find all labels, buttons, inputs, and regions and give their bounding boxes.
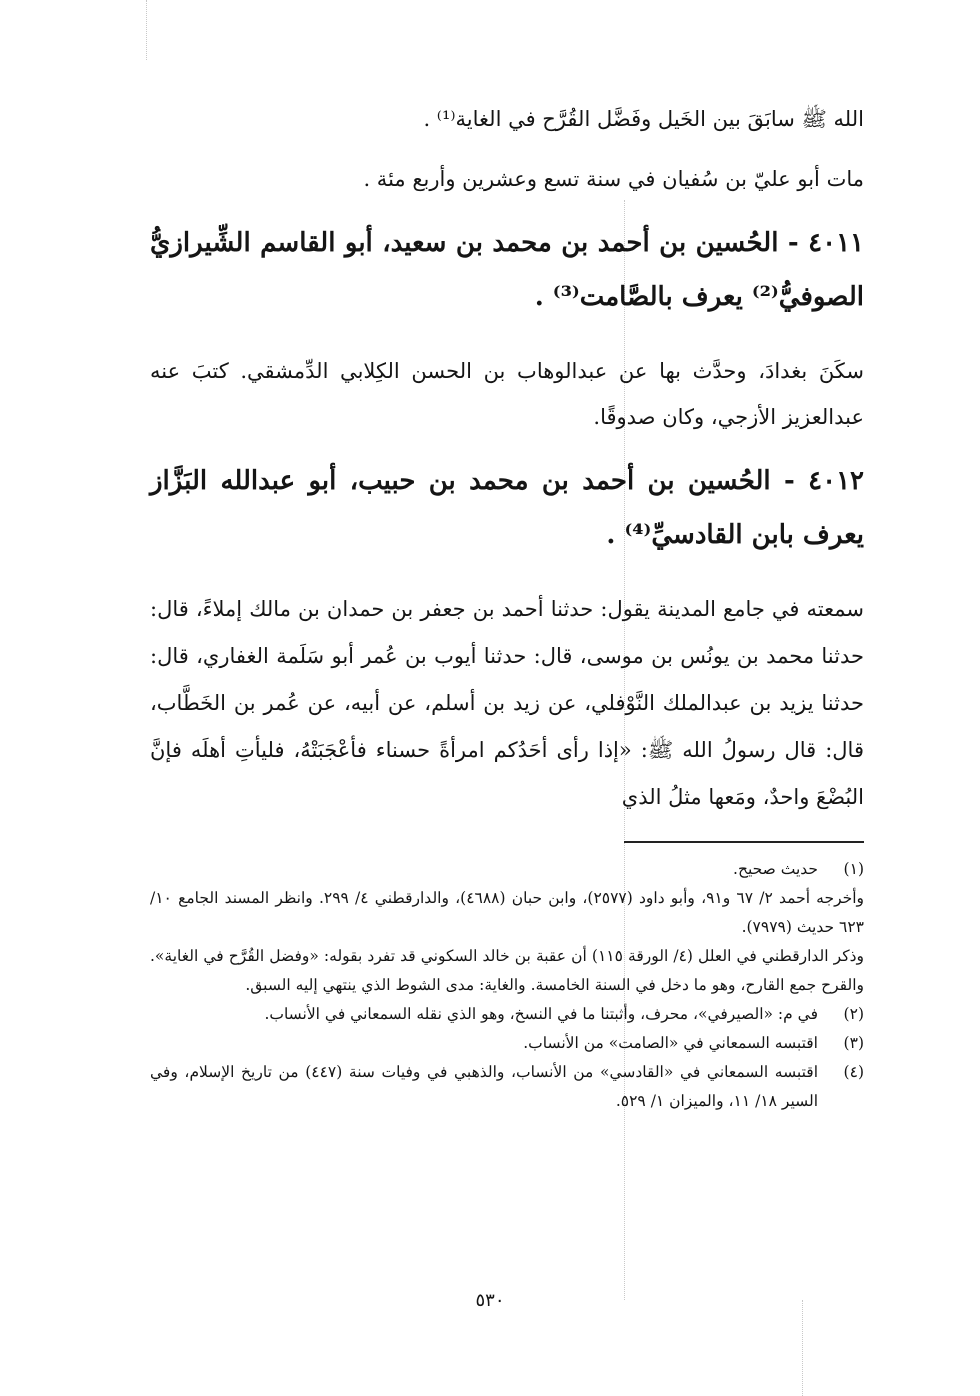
- entry-heading-text: الحُسين بن أحمد بن محمد بن حبيب، أبو عبدالله البَزَّاز يعرف بابن القادسيِّ⁽⁴⁾ .: [150, 466, 864, 550]
- document-page: [150, 96, 864, 1116]
- footnote-4: [150, 1058, 864, 1116]
- entry-4011-body: سكَنَ بغدادَ، وحدَّث بها عن عبدالوهاب بن الحسن الكِلابي الدِّمشقي. كتبَ عنه عبدالعزيز الأزجي، وكان صدوقًا.: [150, 359, 864, 429]
- footnote-text: اقتبسه السمعاني في «القادسي» من الأنساب، والذهبي في وفيات سنة (٤٤٧) من تاريخ الإسلام، وفي السير ١٨/ ١١، والميزان ١/ ٥٢٩.: [150, 1063, 818, 1110]
- footnote-number: (٣): [843, 1034, 864, 1052]
- entry-4011-heading: [150, 216, 864, 324]
- entry-4012-heading: [150, 454, 864, 562]
- footnote-paragraph: وذكر الدارقطني في العلل (٤/ الورقة ١١٥) أن عقبة بن خالد السكوني قد تفرد بقوله: «وفضل القُرَّح في الغاية». والقرح جمع القارح، وهو ما دخل في السنة الخامسة. والغاية: مدى الشوط الذي ينتهي إليه السبق.: [150, 947, 864, 994]
- footnote-paragraph: وأخرجه أحمد ٢/ ٦٧ و٩١، وأبو داود (٢٥٧٧)، وابن حبان (٤٦٨٨)، والدارقطني ٤/ ٢٩٩. وانظر المسند الجامع ١٠/ ٦٢٣ حديث (٧٩٧٩).: [150, 889, 865, 936]
- scan-artifact-line: [802, 1300, 803, 1396]
- footnotes: [150, 855, 864, 1116]
- scan-artifact-line: [146, 0, 147, 60]
- body-line-1: الله ﷺ سابَقَ بين الخَيل وفَضَّل القُرَّح في الغاية⁽¹⁾ .: [423, 107, 864, 131]
- footnote-1: [150, 855, 864, 884]
- entry-number: ٤٠١٢ -: [784, 466, 864, 496]
- footnote-2: [150, 1000, 864, 1029]
- footnote-text: في م: «الصيرفي»، محرف، وأثبتنا ما في النسخ، وهو الذي نقله السمعاني في الأنساب.: [264, 1005, 818, 1023]
- entry-heading-text: الحُسين بن أحمد بن محمد بن سعيد، أبو القاسم الشِّيرازيُّ الصوفيُّ⁽²⁾ يعرف بالصَّامت⁽³⁾ .: [150, 228, 864, 312]
- footnote-number: (٢): [843, 1005, 864, 1023]
- footnote-separator: [624, 841, 864, 843]
- footnote-number: (١): [843, 860, 864, 878]
- body-line-2: مات أبو عليّ بن سُفيان في سنة تسع وعشرين وأربع مئة .: [363, 167, 864, 191]
- footnote-text: اقتبسه السمعاني في «الصامت» من الأنساب.: [523, 1034, 818, 1052]
- page-number: ٥٣٠: [475, 1290, 505, 1311]
- footnote-text: حديث صحيح.: [733, 860, 818, 878]
- footnote-number: (٤): [843, 1063, 864, 1081]
- entry-number: ٤٠١١ -: [787, 228, 865, 258]
- entry-4012-body: سمعته في جامع المدينة يقول: حدثنا أحمد بن جعفر بن حمدان بن مالك إملاءً، قال: حدثنا محمد بن يونُس بن موسى، قال: حدثنا أيوب بن عُمر أبو سَلَمة الغفاري، قال: حدثنا يزيد بن عبدالملك النَّوْفلي، عن زيد بن أسلم، عن أبيه، عن عُمر بن الخَطَّاب، قال: قال رسولُ الله ﷺ: «إذا رأى أحَدُكم امرأةً حسناء فأعْجَبَتْهُ، فليأتِ أهلَه فإنَّ البُضْعَ واحدٌ، ومَعها مثلُ الذي: [150, 597, 864, 809]
- footnote-3: [150, 1029, 864, 1058]
